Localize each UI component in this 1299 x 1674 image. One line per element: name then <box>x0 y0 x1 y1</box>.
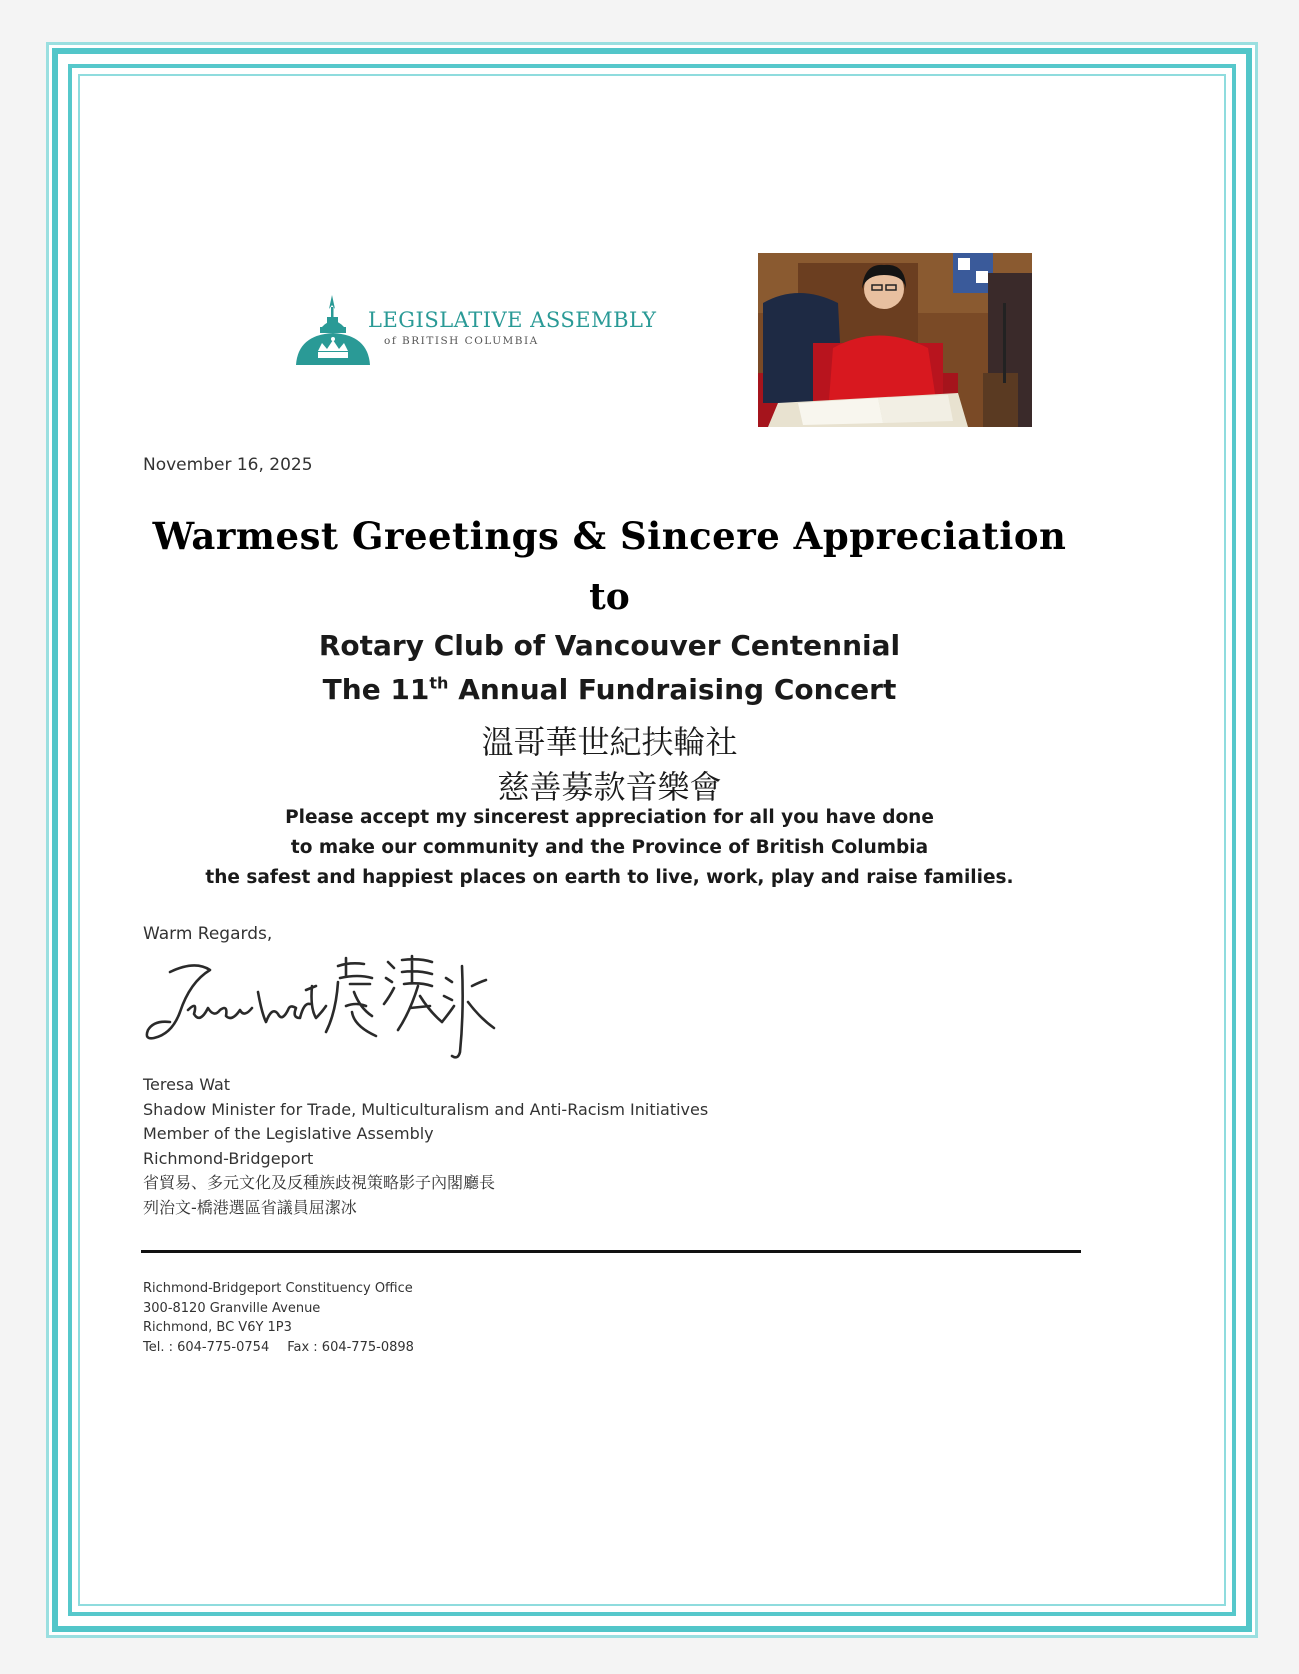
signer-title-chinese: 省貿易、多元文化及反種族歧視策略影子內閣廳長 <box>143 1173 496 1192</box>
concert-title <box>0 673 1219 706</box>
greeting-title: Warmest Greetings & Sincere Appreciation <box>152 514 1067 558</box>
concert-prefix: The 11 <box>322 673 430 706</box>
signer-role: Member of the Legislative Assembly <box>143 1124 434 1143</box>
handwritten-signature <box>140 952 500 1072</box>
divider <box>141 1250 1081 1253</box>
signer-riding: Richmond-Bridgeport <box>143 1148 314 1168</box>
closing: Warm Regards, <box>143 924 273 944</box>
concert-ordinal: th <box>429 673 449 693</box>
signer-role-chinese: 列治文-橋港選區省議員屈潔冰 <box>143 1197 357 1217</box>
recipient-org-chinese: 溫哥華世紀扶輪社 <box>481 723 738 761</box>
message-line: to make our community and the Province of British Columbia <box>290 837 929 858</box>
signer-name: Teresa Wat <box>143 1075 231 1094</box>
message-line: the safest and happiest places on earth to live, work, play and raise families. <box>205 867 1014 888</box>
office-fax: Fax : 604-775-0898 <box>287 1339 414 1355</box>
mla-photo <box>758 253 1032 427</box>
message-line: Please accept my sincerest appreciation for all you have done <box>285 807 934 828</box>
concert-suffix: Annual Fundraising Concert <box>448 673 897 706</box>
greeting-to: to <box>589 576 630 618</box>
dome-crown-icon <box>292 277 374 367</box>
office-address-line2: Richmond, BC V6Y 1P3 <box>143 1320 292 1335</box>
signer-block <box>143 1073 708 1220</box>
office-name: Richmond-Bridgeport Constituency Office <box>143 1281 413 1296</box>
office-address <box>143 1279 414 1357</box>
office-address-line1: 300-8120 Granville Avenue <box>143 1300 321 1316</box>
letter-date: November 16, 2025 <box>143 455 313 475</box>
signer-title: Shadow Minister for Trade, Multiculturalism and Anti-Racism Initiatives <box>143 1099 709 1119</box>
logo-title: LEGISLATIVE ASSEMBLY <box>368 308 657 332</box>
legislative-assembly-logo <box>292 277 712 367</box>
office-tel: Tel. : 604-775-0754 <box>143 1339 270 1355</box>
office-contact <box>143 1338 414 1358</box>
concert-title-chinese: 慈善募款音樂會 <box>497 768 722 806</box>
logo-subtitle: of BRITISH COLUMBIA <box>384 335 539 347</box>
recipient-org: Rotary Club of Vancouver Centennial <box>318 629 901 662</box>
